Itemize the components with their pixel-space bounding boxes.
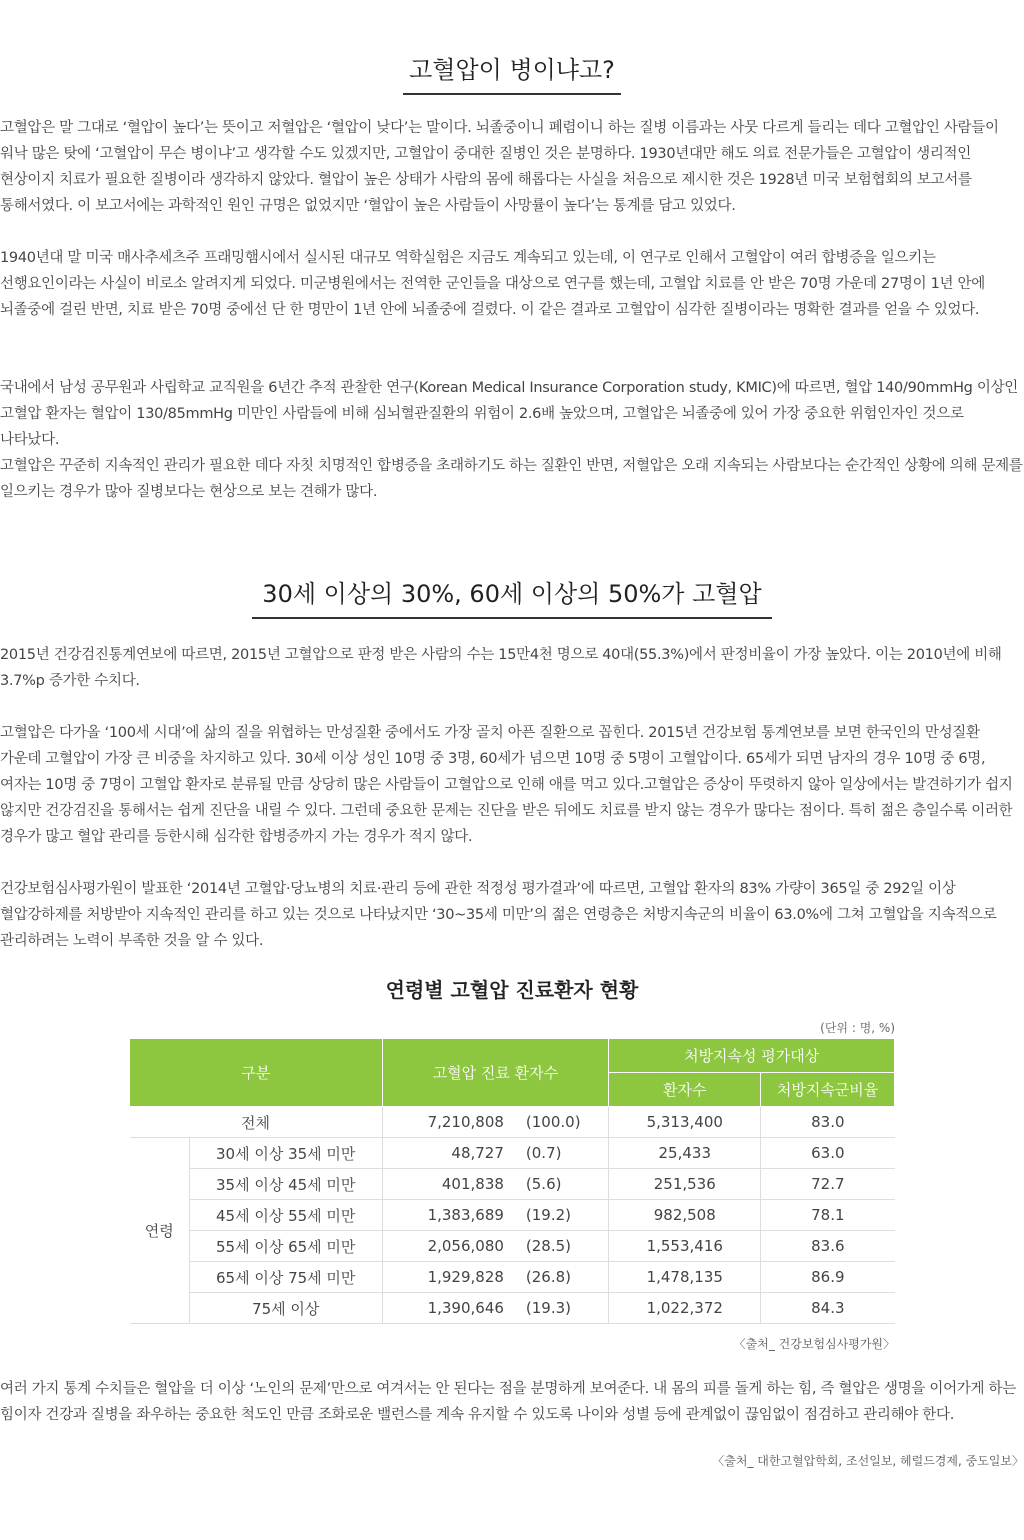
patient-stats-table — [129, 1038, 895, 1324]
article-source: 〈출처_ 대한고혈압학회, 조선일보, 헤럴드경제, 중도일보〉 — [712, 1454, 1024, 1468]
section1-paragraph-1: 고혈압은 말 그대로 ‘혈압이 높다’는 뜻이고 저혈압은 ‘혈압이 낮다’는 말이다. 뇌졸중이니 폐렴이니 하는 질병 이름과는 사뭇 다르게 들리는 데다 고혈압인 사람들이 워낙 많은 탓에 ‘고혈압이 무슨 병이냐’고 생각할 수도 있겠지만, 고혈압이 중대한 질병인 것은 분명하다. 1930년대만 해도 의료 전문가들은 고혈압이 생리적인 현상이지 치료가 필요한 질병이라 생각하지 않았다. 혈압이 높은 상태가 사람의 몸에 해롭다는 사실을 처음으로 제시한 것은 1928년 미국 보험협회의 보고서를 통해서였다. 이 보고서에는 과학적인 원인 규명은 없었지만 ‘혈압이 높은 사람들이 사망률이 높다’는 통계를 담고 있었다. — [0, 120, 999, 214]
eval-patients-cell: 1,022,372 — [609, 1293, 761, 1324]
ratio-cell: 83.6 — [761, 1231, 895, 1262]
header-eval-patients: 환자수 — [609, 1073, 761, 1107]
row-label: 45세 이상 55세 미만 — [189, 1200, 382, 1231]
ratio-cell: 72.7 — [761, 1169, 895, 1200]
section2-paragraph-1: 2015년 건강검진통계연보에 따르면, 2015년 고혈압으로 판정 받은 사람의 수는 15만4천 명으로 40대(55.3%)에서 판정비율이 가장 높았다. 이는 2010년에 비해 3.7%p 증가한 수치다. — [0, 647, 1002, 689]
table-unit: (단위 : 명, %) — [820, 1021, 895, 1035]
patients-cell: 401,838 — [382, 1169, 512, 1200]
closing-paragraph: 여러 가지 통계 수치들은 혈압을 더 이상 ‘노인의 문제’만으로 여겨서는 안 된다는 점을 분명하게 보여준다. 내 몸의 피를 돌게 하는 힘, 즉 혈압은 생명을 이어가게 하는 힘이자 건강과 질병을 좌우하는 중요한 척도인 만큼 조화로운 밸런스를 계속 유지할 수 있도록 나이와 성별 등에 관계없이 끊임없이 점검하고 관리해야 한다. — [0, 1381, 1016, 1423]
ratio-cell: 86.9 — [761, 1262, 895, 1293]
header-patients: 고혈압 진료 환자수 — [382, 1039, 609, 1107]
section1-paragraph-2: 1940년대 말 미국 매사추세츠주 프래밍햄시에서 실시된 대규모 역학실험은 지금도 계속되고 있는데, 이 연구로 인해서 고혈압이 여러 합병증을 일으키는 선행요인이라는 사실이 비로소 알려지게 되었다. 미군병원에서는 전역한 군인들을 대상으로 연구를 했는데, 고혈압 치료를 안 받은 70명 가운데 27명이 1년 안에 뇌졸중에 걸린 반면, 치료 받은 70명 중에선 단 한 명만이 1년 안에 뇌졸중에 걸렸다. 이 같은 결과로 고혈압이 심각한 질병이라는 명확한 결과를 얻을 수 있었다. — [0, 250, 985, 318]
percent-cell: (28.5) — [512, 1231, 609, 1262]
eval-patients-cell: 251,536 — [609, 1169, 761, 1200]
eval-patients-cell: 1,553,416 — [609, 1231, 761, 1262]
patients-cell: 7,210,808 — [382, 1107, 512, 1138]
section2-paragraph-2: 고혈압은 다가올 ‘100세 시대’에 삶의 질을 위협하는 만성질환 중에서도 가장 골치 아픈 질환으로 꼽힌다. 2015년 건강보험 통계연보를 보면 한국인의 만성질환 가운데 고혈압이 가장 큰 비중을 차지하고 있다. 30세 이상 성인 10명 중 3명, 60세가 넘으면 10명 중 5명이 고혈압이다. 65세가 되면 남자의 경우 10명 중 6명, 여자는 10명 중 7명이 고혈압 환자로 분류될 만큼 상당히 많은 사람들이 고혈압으로 인해 애를 먹고 있다.고혈압은 증상이 뚜렷하지 않아 일상에서는 발견하기가 쉽지 않지만 건강검진을 통해서는 쉽게 진단을 내릴 수 있다. 그런데 중요한 문제는 진단을 받은 뒤에도 치료를 받지 않는 경우가 많다는 점이다. 특히 젊은 층일수록 이러한 경우가 많고 혈압 관리를 등한시해 심각한 합병증까지 가는 경우가 적지 않다. — [0, 725, 1013, 845]
patients-cell: 48,727 — [382, 1138, 512, 1169]
ratio-cell: 83.0 — [761, 1107, 895, 1138]
section1-paragraph-4: 고혈압은 꾸준히 지속적인 관리가 필요한 데다 자칫 치명적인 합병증을 초래하기도 하는 질환인 반면, 저혈압은 오래 지속되는 사람보다는 순간적인 상황에 의해 문제를 일으키는 경우가 많아 질병보다는 현상으로 보는 견해가 많다. — [0, 458, 1023, 500]
row-label: 65세 이상 75세 미만 — [189, 1262, 382, 1293]
table-title: 연령별 고혈압 진료환자 현황 — [385, 978, 639, 1002]
row-label: 30세 이상 35세 미만 — [189, 1138, 382, 1169]
section2-title: 30세 이상의 30%, 60세 이상의 50%가 고혈압 — [0, 574, 1024, 619]
patients-cell: 2,056,080 — [382, 1231, 512, 1262]
section2-paragraph-3: 건강보험심사평가원이 발표한 ‘2014년 고혈압·당뇨병의 치료·관리 등에 관한 적정성 평가결과’에 따르면, 고혈압 환자의 83% 가량이 365일 중 292일 이상 혈압강하제를 처방받아 지속적인 관리를 하고 있는 것으로 나타났지만 ‘30~35세 미만’의 젊은 연령층은 처방지속군의 비율이 63.0%에 그쳐 고혈압을 지속적으로 관리하려는 노력이 부족한 것을 알 수 있다. — [0, 881, 997, 949]
ratio-cell: 63.0 — [761, 1138, 895, 1169]
percent-cell: (0.7) — [512, 1138, 609, 1169]
section1-title: 고혈압이 병이냐고? — [0, 50, 1024, 95]
table-row — [130, 1169, 895, 1200]
row-label: 55세 이상 65세 미만 — [189, 1231, 382, 1262]
ratio-cell: 78.1 — [761, 1200, 895, 1231]
table-row — [130, 1200, 895, 1231]
percent-cell: (19.2) — [512, 1200, 609, 1231]
row-label: 35세 이상 45세 미만 — [189, 1169, 382, 1200]
eval-patients-cell: 1,478,135 — [609, 1262, 761, 1293]
table-row — [130, 1262, 895, 1293]
patients-cell: 1,383,689 — [382, 1200, 512, 1231]
ratio-cell: 84.3 — [761, 1293, 895, 1324]
table-row-total — [130, 1107, 895, 1138]
percent-cell: (5.6) — [512, 1169, 609, 1200]
row-group-label: 연령 — [130, 1138, 190, 1324]
table-source: 〈출처_ 건강보험심사평가원〉 — [733, 1337, 895, 1351]
eval-patients-cell: 5,313,400 — [609, 1107, 761, 1138]
eval-patients-cell: 25,433 — [609, 1138, 761, 1169]
table-row — [130, 1231, 895, 1262]
header-eval-group: 처방지속성 평가대상 — [609, 1039, 895, 1073]
header-eval-ratio: 처방지속군비율 — [761, 1073, 895, 1107]
percent-cell: (100.0) — [512, 1107, 609, 1138]
percent-cell: (19.3) — [512, 1293, 609, 1324]
row-label: 전체 — [130, 1107, 383, 1138]
patients-cell: 1,390,646 — [382, 1293, 512, 1324]
row-label: 75세 이상 — [189, 1293, 382, 1324]
eval-patients-cell: 982,508 — [609, 1200, 761, 1231]
table-row — [130, 1138, 895, 1169]
table-row — [130, 1293, 895, 1324]
section1-paragraph-3: 국내에서 남성 공무원과 사립학교 교직원을 6년간 추적 관찰한 연구(Korean Medical Insurance Corporation study, KMIC)에 따르면, 혈압 140/90mmHg 이상인 고혈압 환자는 혈압이 130/85mmHg 미만인 사람들에 비해 심뇌혈관질환의 위험이 2.6배 높았으며, 고혈압은 뇌졸중에 있어 가장 중요한 위험인자인 것으로 나타났다. — [0, 380, 1019, 448]
patients-cell: 1,929,828 — [382, 1262, 512, 1293]
percent-cell: (26.8) — [512, 1262, 609, 1293]
header-category: 구분 — [130, 1039, 383, 1107]
